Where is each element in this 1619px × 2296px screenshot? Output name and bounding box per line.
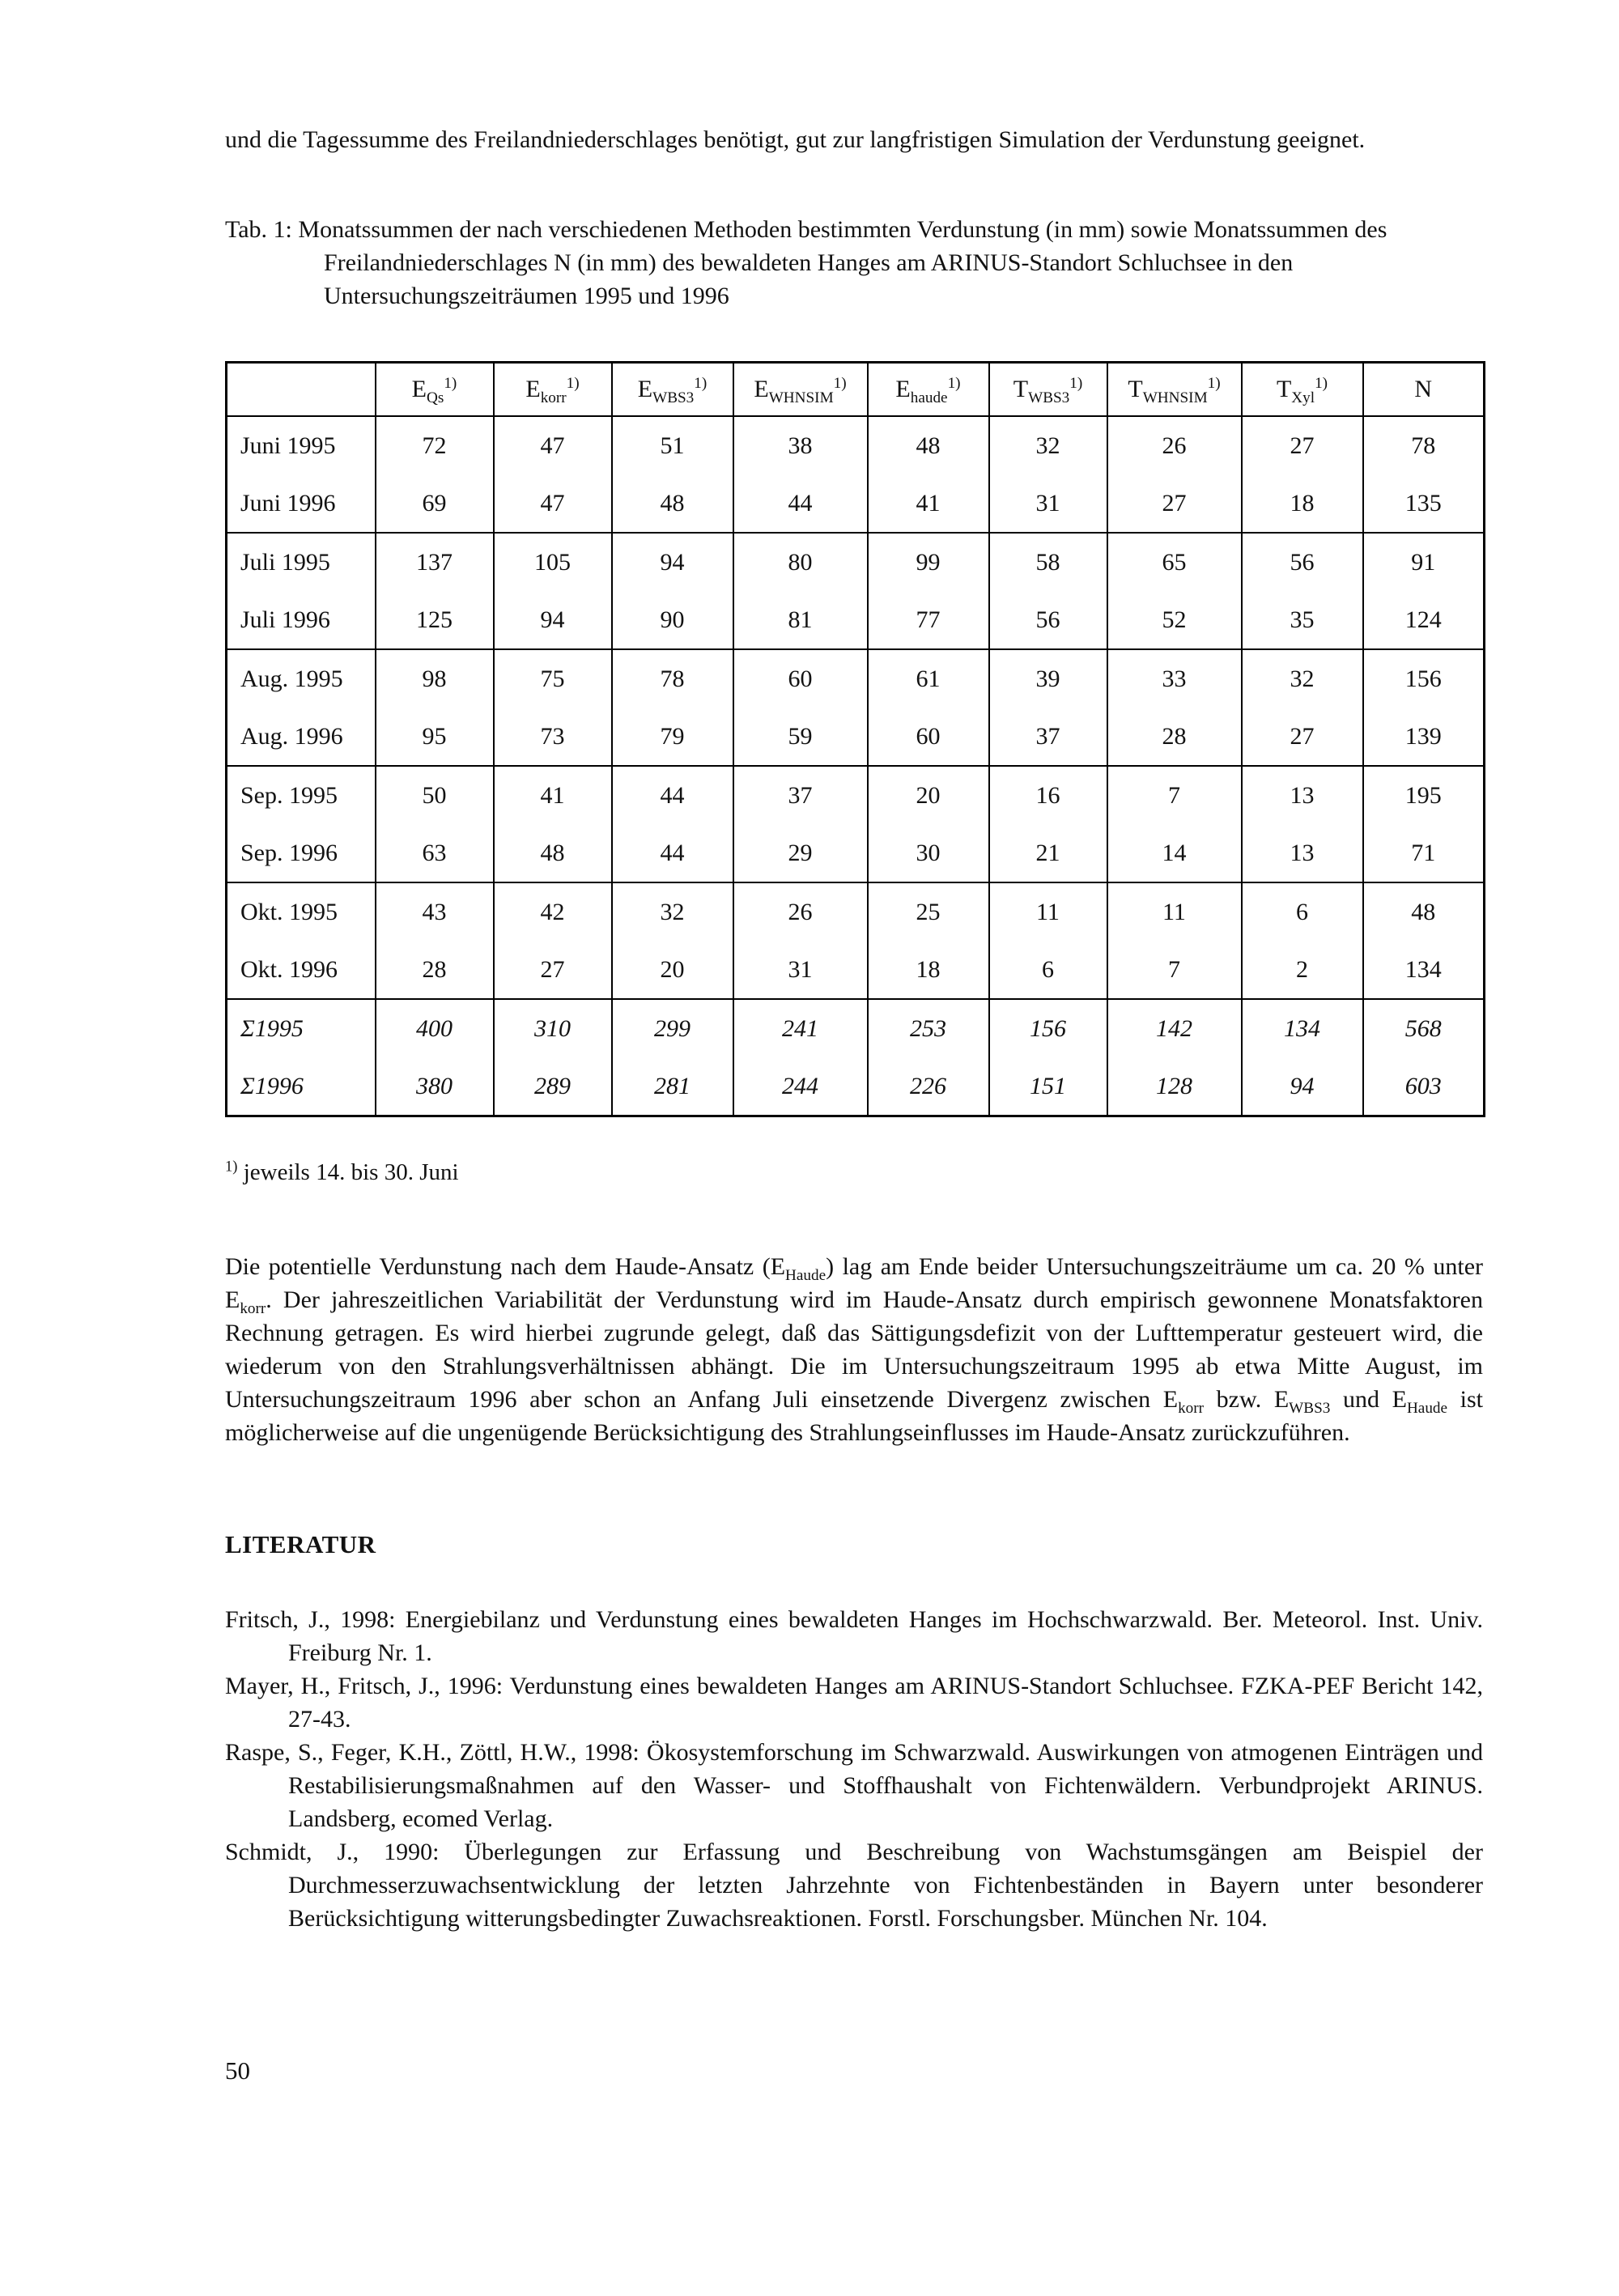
- table-cell: 44: [612, 766, 733, 824]
- table-cell: 32: [612, 882, 733, 941]
- table-cell: 80: [733, 533, 868, 591]
- table-cell: 7: [1107, 766, 1242, 824]
- table-cell: 11: [1107, 882, 1242, 941]
- table-cell: 61: [868, 649, 989, 708]
- table-cell: 52: [1107, 591, 1242, 649]
- table-cell: 41: [494, 766, 612, 824]
- table-cell: 139: [1363, 708, 1485, 766]
- column-header: $E_{korr}^{1)}$: [494, 363, 612, 417]
- table-cell: 13: [1242, 824, 1363, 882]
- column-header: $T_{WBS3}^{1)}$: [989, 363, 1107, 417]
- table-cell: 25: [868, 882, 989, 941]
- table-cell: 135: [1363, 474, 1485, 533]
- table-row: [227, 533, 1485, 591]
- table-cell: 65: [1107, 533, 1242, 591]
- table-cell: 26: [1107, 416, 1242, 474]
- table-cell: 21: [989, 824, 1107, 882]
- table-cell: 47: [494, 474, 612, 533]
- table-cell: 7: [1107, 941, 1242, 999]
- table-cell: 299: [612, 999, 733, 1057]
- table-cell: 99: [868, 533, 989, 591]
- table-cell: 35: [1242, 591, 1363, 649]
- table-cell: 156: [989, 999, 1107, 1057]
- table-cell: 56: [989, 591, 1107, 649]
- table-cell: 71: [1363, 824, 1485, 882]
- table-cell: 42: [494, 882, 612, 941]
- page-number: 50: [225, 2056, 250, 2085]
- column-header: $E_{haude}^{1)}$: [868, 363, 989, 417]
- table-cell: 20: [612, 941, 733, 999]
- table-cell: 91: [1363, 533, 1485, 591]
- table-cell: 281: [612, 1057, 733, 1116]
- table-cell: 156: [1363, 649, 1485, 708]
- table-cell: 568: [1363, 999, 1485, 1057]
- table-cell: 59: [733, 708, 868, 766]
- table-cell: 90: [612, 591, 733, 649]
- table-cell: 142: [1107, 999, 1242, 1057]
- table-row: [227, 591, 1485, 649]
- row-label: Juli 1996: [227, 591, 376, 649]
- row-label: Juni 1995: [227, 416, 376, 474]
- table-cell: 27: [1242, 416, 1363, 474]
- table-cell: 28: [376, 941, 494, 999]
- row-label: Sep. 1995: [227, 766, 376, 824]
- table-cell: 289: [494, 1057, 612, 1116]
- table-cell: 77: [868, 591, 989, 649]
- table-cell: 39: [989, 649, 1107, 708]
- table-cell: 27: [1242, 708, 1363, 766]
- table-cell: 128: [1107, 1057, 1242, 1116]
- table-cell: 63: [376, 824, 494, 882]
- reference-item: Fritsch, J., 1998: Energiebilanz und Verdunstung eines bewaldeten Hanges im Hochschwarzwald. Ber. Meteorol. Inst. Univ. Freiburg Nr. 1.: [225, 1606, 1483, 1666]
- table-cell: 44: [733, 474, 868, 533]
- table-cell: 56: [1242, 533, 1363, 591]
- table-cell: 16: [989, 766, 1107, 824]
- table-cell: 151: [989, 1057, 1107, 1116]
- row-label: Σ1995: [227, 999, 376, 1057]
- table-cell: 30: [868, 824, 989, 882]
- table-cell: 125: [376, 591, 494, 649]
- table-cell: 37: [989, 708, 1107, 766]
- table-cell: 226: [868, 1057, 989, 1116]
- table-cell: 134: [1363, 941, 1485, 999]
- row-label: Aug. 1995: [227, 649, 376, 708]
- reference-item: Mayer, H., Fritsch, J., 1996: Verdunstung eines bewaldeten Hanges am ARINUS-Standort Schluchsee. FZKA-PEF Bericht 142, 27-43.: [225, 1673, 1483, 1733]
- table-cell: 41: [868, 474, 989, 533]
- table-cell: 27: [1107, 474, 1242, 533]
- column-header: $E_{Qs}^{1)}$: [376, 363, 494, 417]
- corner-cell: [227, 363, 376, 417]
- table-row: [227, 941, 1485, 999]
- reference-item: Raspe, S., Feger, K.H., Zöttl, H.W., 1998: Ökosystemforschung im Schwarzwald. Auswirkungen von atmogenen Einträgen und Restabilisierungsmaßnahmen auf den Wasser- und Stoffhaushalt von Fichtenwäldern. Verbundprojekt ARINUS. Landsberg, ecomed Verlag.: [225, 1739, 1483, 1832]
- table-cell: 2: [1242, 941, 1363, 999]
- table-cell: 13: [1242, 766, 1363, 824]
- table-cell: 48: [1363, 882, 1485, 941]
- table-cell: 137: [376, 533, 494, 591]
- column-header: $T_{Xyl}^{1)}$: [1242, 363, 1363, 417]
- table-cell: 33: [1107, 649, 1242, 708]
- table-cell: 18: [1242, 474, 1363, 533]
- table-row: [227, 882, 1485, 941]
- table-row: [227, 708, 1485, 766]
- table-cell: 44: [612, 824, 733, 882]
- reference-list: [225, 1603, 1483, 1935]
- table-cell: 78: [1363, 416, 1485, 474]
- table-cell: 28: [1107, 708, 1242, 766]
- row-label: Sep. 1996: [227, 824, 376, 882]
- discussion-paragraph: Die potentielle Verdunstung nach dem Haude-Ansatz $(E_{Haude})$ lag am Ende beider Untersuchungszeiträume um ca. 20 % unter $E_{korr}$. Der jahreszeitlichen Variabilität der Verdunstung wird im Haude-Ansatz durch empirisch gewonnene Monatsfaktoren Rechnung getragen. Es wird hierbei zugrunde gelegt, daß das Sättigungsdefizit von der Lufttemperatur gesteuert wird, die wiederum von den Strahlungsverhältnissen abhängt. Die im Untersuchungszeitraum 1995 ab etwa Mitte August, im Untersuchungszeitraum 1996 aber schon an Anfang Juli einsetzende Divergenz zwischen $E_{korr}$ bzw. $E_{WBS3}$ und $E_{Haude}$ ist möglicherweise auf die ungenügende Berücksichtigung des Strahlungseinflusses im Haude-Ansatz zurückzuführen.: [225, 1253, 1484, 1446]
- table-cell: 47: [494, 416, 612, 474]
- table-cell: 95: [376, 708, 494, 766]
- table-row: [227, 416, 1485, 474]
- table-cell: 241: [733, 999, 868, 1057]
- table-cell: 29: [733, 824, 868, 882]
- table-cell: 37: [733, 766, 868, 824]
- table-row: [227, 999, 1485, 1057]
- table-cell: 20: [868, 766, 989, 824]
- table-cell: 43: [376, 882, 494, 941]
- table-cell: 134: [1242, 999, 1363, 1057]
- data-table: [225, 361, 1485, 1117]
- table-cell: 58: [989, 533, 1107, 591]
- table-cell: 73: [494, 708, 612, 766]
- table-cell: 38: [733, 416, 868, 474]
- literature-heading: LITERATUR: [225, 1530, 376, 1558]
- row-label: Juli 1995: [227, 533, 376, 591]
- column-header: N: [1363, 363, 1485, 417]
- table-cell: 94: [1242, 1057, 1363, 1116]
- table-footnote: $^{1)}$ jeweils 14. bis 30. Juni: [225, 1158, 459, 1185]
- table-cell: 31: [733, 941, 868, 999]
- table-cell: 32: [989, 416, 1107, 474]
- table-cell: 27: [494, 941, 612, 999]
- table-caption-label: Tab. 1:: [225, 216, 292, 243]
- table-cell: 124: [1363, 591, 1485, 649]
- column-header: $T_{WHNSIM}^{1)}$: [1107, 363, 1242, 417]
- column-header: $E_{WHNSIM}^{1)}$: [733, 363, 868, 417]
- table-cell: 603: [1363, 1057, 1485, 1116]
- table-header-row: [227, 363, 1485, 417]
- table-cell: 79: [612, 708, 733, 766]
- table-cell: 69: [376, 474, 494, 533]
- table-cell: 380: [376, 1057, 494, 1116]
- table-cell: 11: [989, 882, 1107, 941]
- table-row: [227, 474, 1485, 533]
- reference-item: Schmidt, J., 1990: Überlegungen zur Erfassung und Beschreibung von Wachstumsgängen am Beispiel der Durchmesserzuwachsentwicklung der letzten Jahrzehnte von Fichtenbeständen in Bayern unter besonderer Berücksichtigung witterungsbedingter Zuwachsreaktionen. Forstl. Forschungsber. München Nr. 104.: [225, 1839, 1483, 1932]
- table-cell: 78: [612, 649, 733, 708]
- table-cell: 94: [612, 533, 733, 591]
- table-cell: 6: [1242, 882, 1363, 941]
- table-cell: 81: [733, 591, 868, 649]
- table-cell: 400: [376, 999, 494, 1057]
- table-cell: 72: [376, 416, 494, 474]
- table-cell: 48: [868, 416, 989, 474]
- table-cell: 244: [733, 1057, 868, 1116]
- table-cell: 48: [612, 474, 733, 533]
- table-cell: 50: [376, 766, 494, 824]
- table-cell: 48: [494, 824, 612, 882]
- table-cell: 60: [868, 708, 989, 766]
- row-label: Okt. 1995: [227, 882, 376, 941]
- table-cell: 94: [494, 591, 612, 649]
- table-row: [227, 1057, 1485, 1116]
- row-label: Σ1996: [227, 1057, 376, 1116]
- table-cell: 60: [733, 649, 868, 708]
- table-caption-text: Monatssummen der nach verschiedenen Methoden bestimmten Verdunstung (in mm) sowie Monatssummen des Freilandniederschlages N (in mm) des bewaldeten Hanges am ARINUS-Standort Schluchsee in den Untersuchungszeiträumen 1995 und 1996: [298, 216, 1387, 309]
- table-cell: 18: [868, 941, 989, 999]
- table-cell: 253: [868, 999, 989, 1057]
- table-cell: 105: [494, 533, 612, 591]
- table-cell: 31: [989, 474, 1107, 533]
- row-label: Juni 1996: [227, 474, 376, 533]
- table-row: [227, 824, 1485, 882]
- table-row: [227, 649, 1485, 708]
- table-row: [227, 766, 1485, 824]
- row-label: Aug. 1996: [227, 708, 376, 766]
- table-cell: 310: [494, 999, 612, 1057]
- table-cell: 26: [733, 882, 868, 941]
- table-cell: 51: [612, 416, 733, 474]
- column-header: $E_{WBS3}^{1)}$: [612, 363, 733, 417]
- table-cell: 14: [1107, 824, 1242, 882]
- table-cell: 98: [376, 649, 494, 708]
- row-label: Okt. 1996: [227, 941, 376, 999]
- table-cell: 75: [494, 649, 612, 708]
- table-cell: 32: [1242, 649, 1363, 708]
- intro-paragraph: und die Tagessumme des Freilandniederschlages benötigt, gut zur langfristigen Simulation der Verdunstung geeignet.: [225, 126, 1366, 153]
- table-caption: [225, 213, 1483, 313]
- table-cell: 195: [1363, 766, 1485, 824]
- table-cell: 6: [989, 941, 1107, 999]
